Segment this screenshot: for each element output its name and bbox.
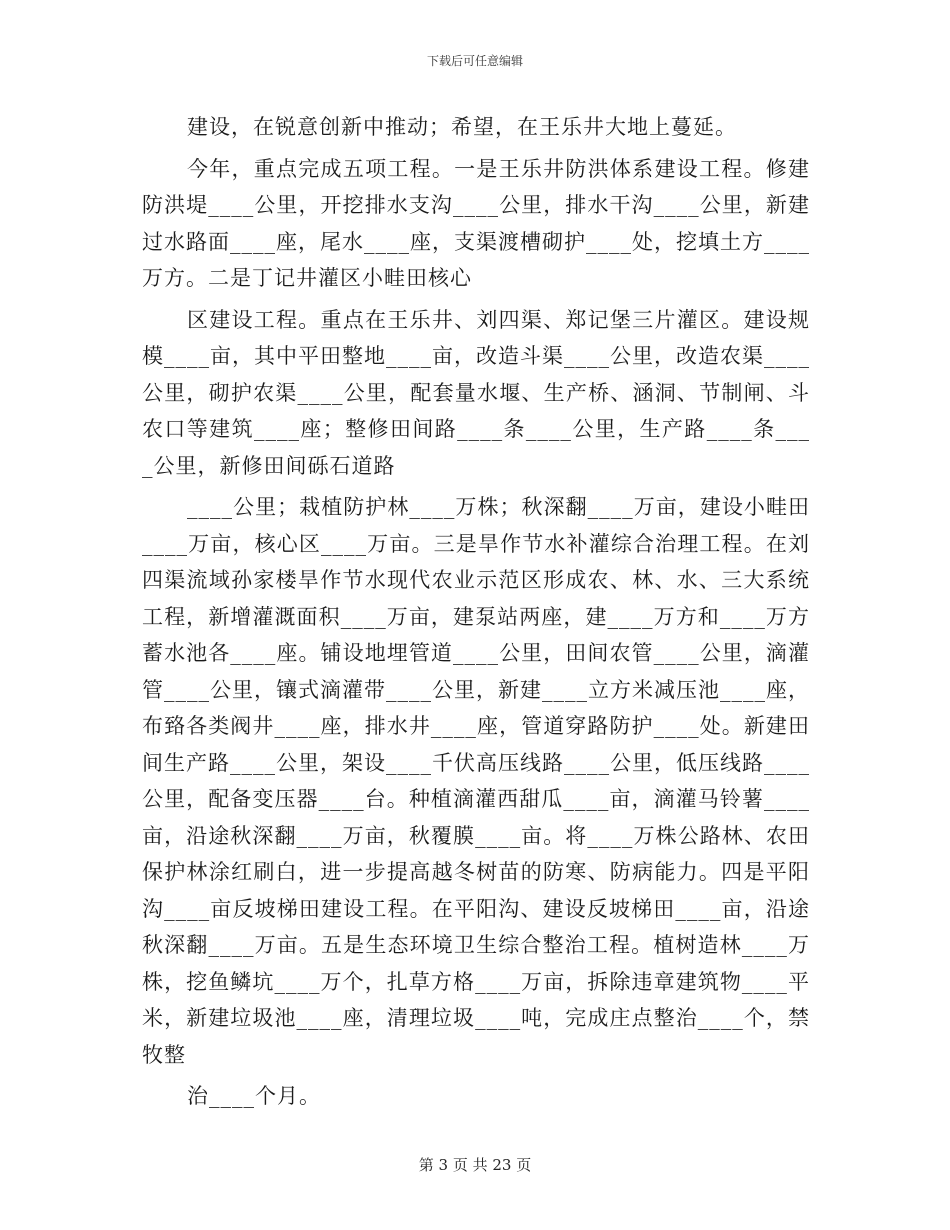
document-body	[142, 109, 810, 1120]
page-header: 下载后可任意编辑	[426, 54, 523, 68]
paragraph: ____公里；栽植防护林____万株；秋深翻____万亩，建设小畦田____万亩，核心区____万亩。三是旱作节水补灌综合治理工程。在刘四渠流域孙家楼旱作节水现代农业示范区形成农、林、水、三大系统工程，新增灌溉面积____万亩，建泵站两座，建____万方和____万方蓄水池各____座。铺设地埋管道____公里，田间农管____公里，滴灌管____公里，镶式滴灌带____公里，新建____立方米减压池____座，布臵各类阀井____座，排水井____座，管道穿路防护____处。新建田间生产路____公里，架设____千伏高压线路____公里，低压线路____公里，配备变压器____台。种植滴灌西甜瓜____亩，滴灌马铃薯____亩，沿途秋深翻____万亩，秋覆膜____亩。将____万株公路林、农田保护林涂红刷白，进一步提高越冬树苗的防寒、防病能力。四是平阳沟____亩反坡梯田建设工程。在平阳沟、建设反坡梯田____亩，沿途秋深翻____万亩。五是生态环境卫生综合整治工程。植树造林____万株，挖鱼鳞坑____万个，扎草方格____万亩，拆除违章建筑物____平米，新建垃圾池____座，清理垃圾____吨，完成庄点整治____个，禁牧整	[142, 495, 810, 1067]
paragraph: 治____个月。	[187, 1084, 321, 1108]
paragraph: 今年，重点完成五项工程。一是王乐井防洪体系建设工程。修建防洪堤____公里，开挖排水支沟____公里，排水干沟____公里，新建过水路面____座，尾水____座，支渠渡槽砌护____处，挖填土方____万方。二是丁记井灌区小畦田核心	[142, 156, 810, 290]
paragraph: 区建设工程。重点在王乐井、刘四渠、郑记堡三片灌区。建设规模____亩，其中平田整地____亩，改造斗渠____公里，改造农渠____公里，砌护农渠____公里，配套量水堰、生产桥、涵洞、节制闸、斗农口等建筑____座；整修田间路____条____公里，生产路____条____公里，新修田间砾石道路	[142, 307, 810, 478]
paragraph: 建设，在锐意创新中推动；希望，在王乐井大地上蔓延。	[187, 115, 737, 139]
page-number: 第 3 页 共 23 页	[418, 1156, 532, 1174]
